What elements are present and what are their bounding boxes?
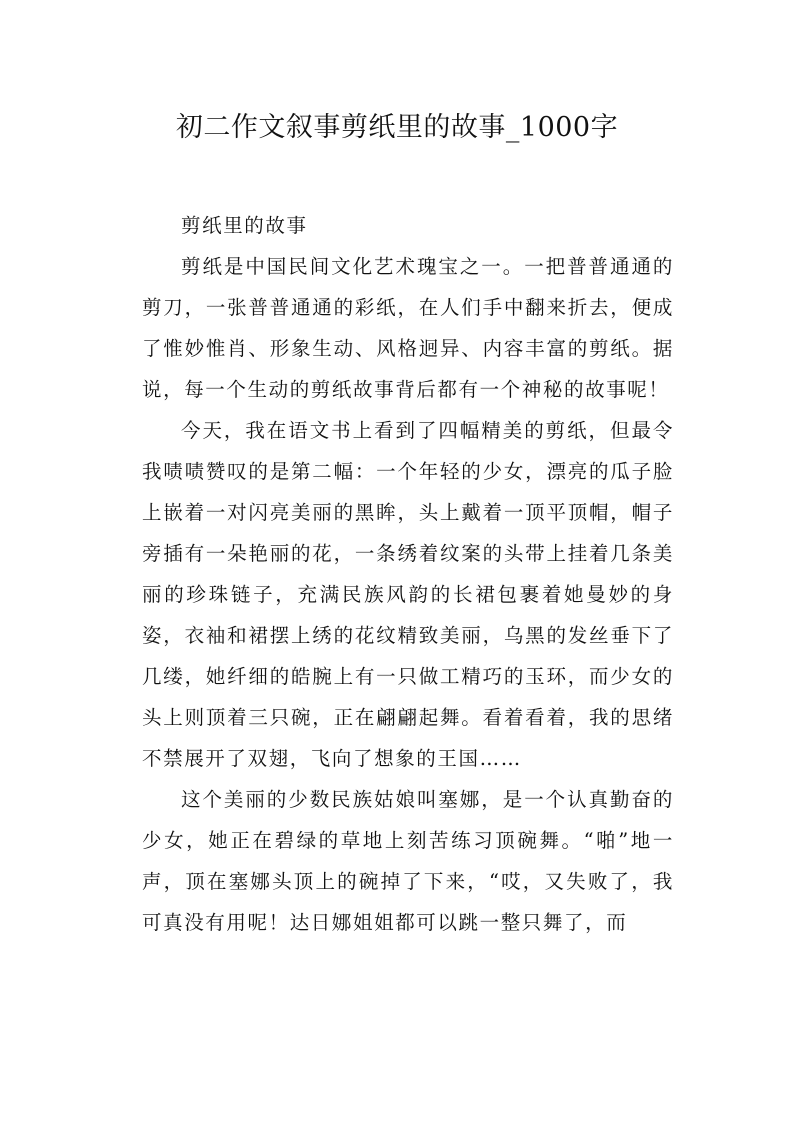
document-title: 初二作文叙事剪纸里的故事_1000字 (175, 112, 619, 143)
document-body (142, 205, 674, 943)
body-paragraph-2: 今天，我在语文书上看到了四幅精美的剪纸，但最令我啧啧赞叹的是第二幅：一个年轻的少女，漂亮的瓜子脸上嵌着一对闪亮美丽的黑眸，头上戴着一顶平顶帽，帽子旁插有一朵艳丽的花，一条绣着纹案的头带上挂着几条美丽的珍珠链子，充满民族风韵的长裙包裹着她曼妙的身姿，衣袖和裙摆上绣的花纹精致美丽，乌黑的发丝垂下了几缕，她纤细的皓腕上有一只做工精巧的玉环，而少女的头上则顶着三只碗，正在翩翩起舞。看着看着，我的思绪不禁展开了双翅，飞向了想象的王国…… (142, 419, 674, 770)
body-paragraph-3: 这个美丽的少数民族姑娘叫塞娜，是一个认真勤奋的少女，她正在碧绿的草地上刻苦练习顶碗舞。“啪”地一声，顶在塞娜头顶上的碗掉了下来，“哎，又失败了，我可真没有用呢！达日娜姐姐都可以跳一整只舞了，而 (142, 788, 674, 934)
body-paragraph-1: 剪纸是中国民间文化艺术瑰宝之一。一把普普通通的剪刀，一张普普通通的彩纸，在人们手中翻来折去，便成了惟妙惟肖、形象生动、风格迥异、内容丰富的剪纸。据说，每一个生动的剪纸故事背后都有一个神秘的故事呢！ (142, 255, 674, 401)
subtitle-paragraph: 剪纸里的故事 (181, 214, 308, 237)
